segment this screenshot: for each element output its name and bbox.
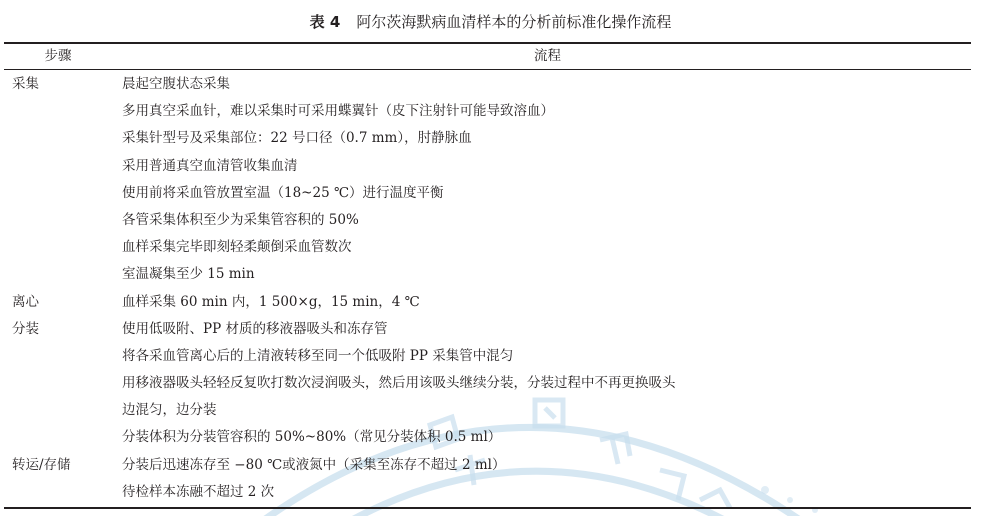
table-header-row <box>4 44 971 69</box>
table-row <box>0 452 981 479</box>
procedure-cell: 使用低吸附、PP 材质的移液器吸头和冻存管 <box>122 320 388 337</box>
procedure-cell: 多用真空采血针，难以采集时可采用蝶翼针（皮下注射针可能导致溶血） <box>122 103 554 120</box>
table-body <box>0 71 981 506</box>
step-cell: 离心 <box>12 293 39 310</box>
step-cell: 转运/存储 <box>12 456 71 473</box>
table-row <box>0 98 981 125</box>
procedure-cell: 用移液器吸头轻轻反复吹打数次浸润吸头，然后用该吸头继续分装，分装过程中不再更换吸头 <box>122 375 676 392</box>
table-row <box>0 71 981 98</box>
procedure-cell: 晨起空腹状态采集 <box>122 76 230 92</box>
procedure-cell: 采集针型号及采集部位：22 号口径（0.7 mm），肘静脉血 <box>122 130 472 147</box>
table-row <box>0 261 981 288</box>
procedure-cell: 将各采血管离心后的上清液转移至同一个低吸附 PP 采集管中混匀 <box>122 347 514 364</box>
table-row <box>0 316 981 343</box>
step-cell: 分装 <box>12 320 39 337</box>
table-row <box>0 153 981 180</box>
procedure-cell: 室温凝集至少 15 min <box>122 266 255 283</box>
table-number: 表 4 <box>309 13 341 31</box>
step-cell: 采集 <box>12 76 39 92</box>
procedure-cell: 边混匀，边分装 <box>122 402 217 419</box>
table-header-rule <box>4 69 971 70</box>
table-row <box>0 289 981 316</box>
table-row <box>0 234 981 261</box>
procedure-cell: 使用前将采血管放置室温（18~25 ℃）进行温度平衡 <box>122 184 444 201</box>
table-title: 阿尔茨海默病血清样本的分析前标准化操作流程 <box>356 13 672 31</box>
table-bottom-rule <box>4 507 971 509</box>
table-row <box>0 424 981 451</box>
procedure-cell: 血样采集完毕即刻轻柔颠倒采血管数次 <box>122 239 352 256</box>
table-row <box>0 180 981 207</box>
table-row <box>0 479 981 506</box>
procedure-cell: 分装体积为分装管容积的 50%~80%（常见分装体积 0.5 ml） <box>122 429 502 446</box>
table-row <box>0 343 981 370</box>
procedure-cell: 各管采集体积至少为采集管容积的 50% <box>122 211 359 228</box>
procedure-cell: 采用普通真空血清管收集血清 <box>122 157 298 174</box>
procedure-cell: 分装后迅速冻存至 −80 ℃或液氮中（采集至冻存不超过 2 ml） <box>122 456 506 473</box>
column-header-step: 步骤 <box>44 48 72 64</box>
procedure-cell: 待检样本冻融不超过 2 次 <box>122 483 275 500</box>
table-row <box>0 370 981 397</box>
table-row <box>0 397 981 424</box>
table-row <box>0 125 981 152</box>
procedure-cell: 血样采集 60 min 内，1 500×g，15 min，4 ℃ <box>122 293 420 310</box>
column-header-procedure: 流程 <box>534 48 561 64</box>
table-caption <box>0 12 981 32</box>
table-row <box>0 207 981 234</box>
